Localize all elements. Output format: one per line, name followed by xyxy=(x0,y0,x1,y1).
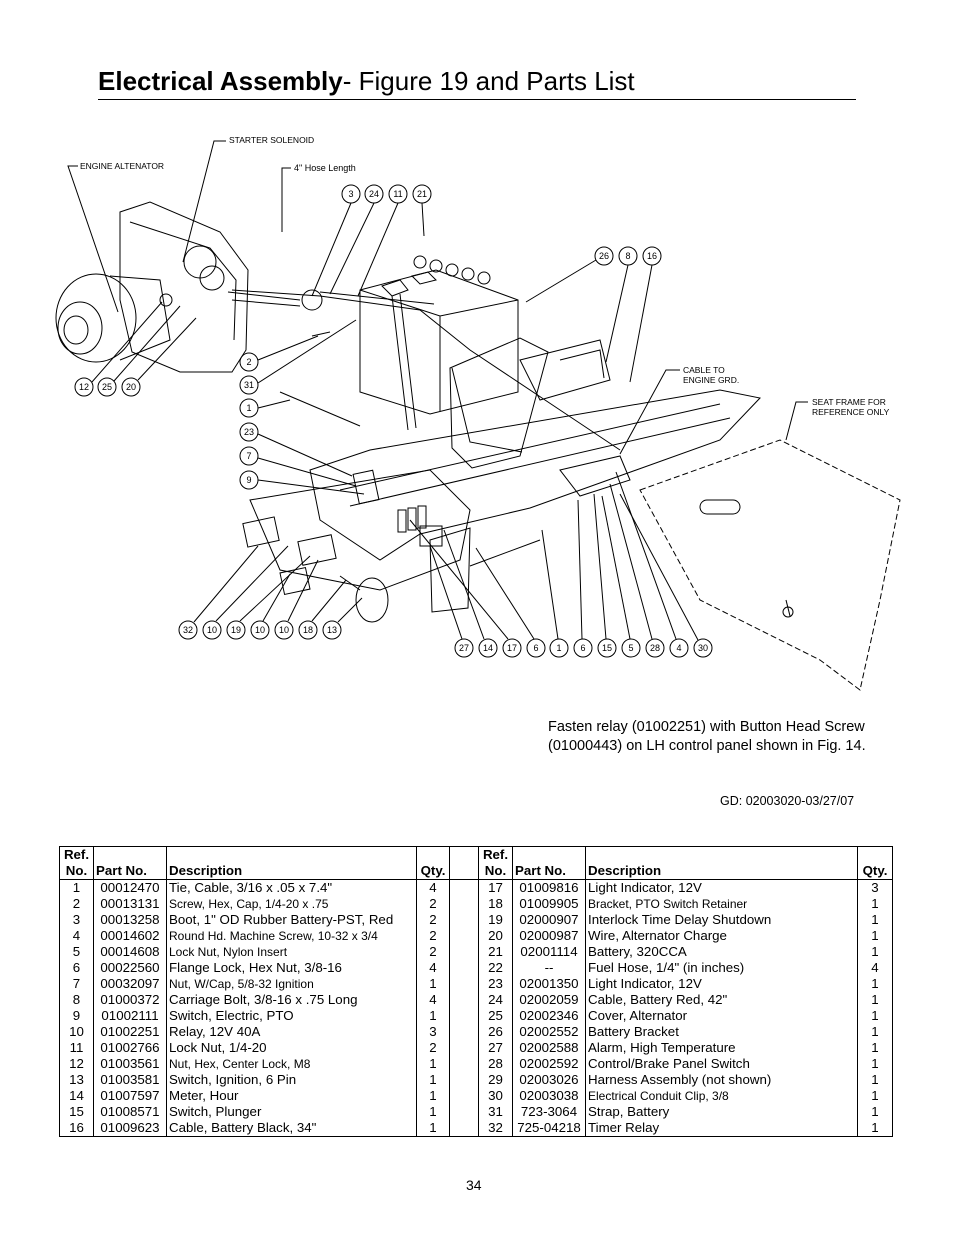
cell-qty: 4 xyxy=(417,960,450,976)
cell-qty: 1 xyxy=(417,1104,450,1120)
leader-starter-solenoid xyxy=(183,141,226,262)
bubble-8 xyxy=(606,247,637,362)
cell-ref: 27 xyxy=(479,1040,513,1056)
cell-ref: 16 xyxy=(60,1120,94,1137)
note-line-2: (01000443) on LH control panel shown in Fig. 14. xyxy=(548,738,866,754)
note-line-1: Fasten relay (01002251) with Button Head Screw xyxy=(548,719,865,735)
cell-ref: 20 xyxy=(479,928,513,944)
cell-ref: 29 xyxy=(479,1072,513,1088)
cell-part-no: 02000987 xyxy=(513,928,586,944)
svg-text:24: 24 xyxy=(368,189,380,199)
cell-description: Wire, Alternator Charge xyxy=(586,928,858,944)
cell-qty: 1 xyxy=(858,1088,893,1104)
leader-hose-length xyxy=(282,168,291,232)
cell-qty: 1 xyxy=(417,1088,450,1104)
cell-gap xyxy=(450,1088,479,1104)
cell-description: Lock Nut, Nylon Insert xyxy=(167,944,417,960)
cell-ref: 22 xyxy=(479,960,513,976)
cell-gap xyxy=(450,896,479,912)
svg-text:2: 2 xyxy=(246,357,252,367)
label-seat-frame-1: SEAT FRAME FOR xyxy=(812,397,886,407)
cell-qty: 1 xyxy=(858,1040,893,1056)
table-row xyxy=(60,896,893,912)
table-row xyxy=(60,1056,893,1072)
cell-gap xyxy=(450,1056,479,1072)
cell-ref: 23 xyxy=(479,976,513,992)
cell-ref: 10 xyxy=(60,1024,94,1040)
cell-qty: 1 xyxy=(858,944,893,960)
cell-ref: 28 xyxy=(479,1056,513,1072)
header-qty: Qty. xyxy=(417,847,450,880)
svg-text:23: 23 xyxy=(243,427,255,437)
cell-qty: 1 xyxy=(417,976,450,992)
cell-qty: 1 xyxy=(858,1104,893,1120)
cell-part-no: 00022560 xyxy=(94,960,167,976)
table-row xyxy=(60,912,893,928)
cell-description: Battery Bracket xyxy=(586,1024,858,1040)
cell-ref: 13 xyxy=(60,1072,94,1088)
page-number: 34 xyxy=(466,1177,482,1193)
svg-text:18: 18 xyxy=(302,625,314,635)
svg-text:3: 3 xyxy=(348,189,354,199)
cell-gap xyxy=(450,1024,479,1040)
svg-text:6: 6 xyxy=(533,643,539,653)
cell-qty: 1 xyxy=(417,1008,450,1024)
cell-part-no: 01002766 xyxy=(94,1040,167,1056)
svg-text:28: 28 xyxy=(649,643,661,653)
table-row xyxy=(60,880,893,897)
cell-description: Harness Assembly (not shown) xyxy=(586,1072,858,1088)
cell-part-no: 02002059 xyxy=(513,992,586,1008)
label-hose-length: 4" Hose Length xyxy=(294,163,356,173)
table-row xyxy=(60,928,893,944)
svg-text:10: 10 xyxy=(278,625,290,635)
bubble-1-bottom xyxy=(542,530,568,657)
svg-text:30: 30 xyxy=(697,643,709,653)
cell-gap xyxy=(450,992,479,1008)
cell-part-no: 02002346 xyxy=(513,1008,586,1024)
cell-description: Interlock Time Delay Shutdown xyxy=(586,912,858,928)
svg-text:7: 7 xyxy=(246,451,252,461)
cell-part-no: -- xyxy=(513,960,586,976)
cell-description: Light Indicator, 12V xyxy=(586,976,858,992)
bubble-31 xyxy=(240,320,356,394)
cell-part-no: 01008571 xyxy=(94,1104,167,1120)
bubble-13 xyxy=(323,598,362,639)
svg-text:10: 10 xyxy=(254,625,266,635)
svg-text:21: 21 xyxy=(416,189,428,199)
cell-part-no: 00014602 xyxy=(94,928,167,944)
cell-ref: 8 xyxy=(60,992,94,1008)
svg-text:13: 13 xyxy=(326,625,338,635)
cell-part-no: 00032097 xyxy=(94,976,167,992)
cell-part-no: 02003038 xyxy=(513,1088,586,1104)
cell-description: Switch, Electric, PTO xyxy=(167,1008,417,1024)
cell-qty: 1 xyxy=(858,912,893,928)
table-row xyxy=(60,1104,893,1120)
cell-qty: 1 xyxy=(417,1120,450,1137)
header-description: Description xyxy=(167,847,417,880)
bubble-3 xyxy=(312,185,360,296)
cell-description: Carriage Bolt, 3/8-16 x .75 Long xyxy=(167,992,417,1008)
svg-text:20: 20 xyxy=(125,382,137,392)
cell-description: Relay, 12V 40A xyxy=(167,1024,417,1040)
cell-ref: 14 xyxy=(60,1088,94,1104)
cell-description: Cable, Battery Red, 42" xyxy=(586,992,858,1008)
cell-description: Strap, Battery xyxy=(586,1104,858,1120)
cell-part-no: 02001350 xyxy=(513,976,586,992)
cell-qty: 1 xyxy=(858,896,893,912)
cell-description: Nut, Hex, Center Lock, M8 xyxy=(167,1056,417,1072)
cell-part-no: 01002251 xyxy=(94,1024,167,1040)
svg-text:16: 16 xyxy=(646,251,658,261)
svg-text:27: 27 xyxy=(458,643,470,653)
cell-part-no: 01000372 xyxy=(94,992,167,1008)
cell-part-no: 01007597 xyxy=(94,1088,167,1104)
table-row xyxy=(60,1024,893,1040)
svg-text:31: 31 xyxy=(243,380,255,390)
cell-gap xyxy=(450,1120,479,1137)
svg-text:1: 1 xyxy=(556,643,562,653)
electrical-assembly-diagram xyxy=(0,120,954,700)
cell-ref: 18 xyxy=(479,896,513,912)
label-starter-solenoid: STARTER SOLENOID xyxy=(229,135,315,145)
bubble-16 xyxy=(630,247,661,382)
label-cable-to-engine-2: ENGINE GRD. xyxy=(683,375,740,385)
cell-qty: 4 xyxy=(858,960,893,976)
cell-ref: 19 xyxy=(479,912,513,928)
svg-text:15: 15 xyxy=(601,643,613,653)
parts-table-body xyxy=(60,880,893,1137)
cell-description: Screw, Hex, Cap, 1/4-20 x .75 xyxy=(167,896,417,912)
cell-ref: 21 xyxy=(479,944,513,960)
table-row xyxy=(60,1040,893,1056)
header-ref-2: Ref. No. xyxy=(479,847,513,880)
cell-part-no: 01009905 xyxy=(513,896,586,912)
page-title-bold: Electrical Assembly xyxy=(98,66,343,96)
battery-bracket xyxy=(450,338,548,468)
cell-part-no: 01009816 xyxy=(513,880,586,897)
cell-part-no: 02000907 xyxy=(513,912,586,928)
cell-gap xyxy=(450,928,479,944)
cell-qty: 2 xyxy=(417,1040,450,1056)
svg-text:9: 9 xyxy=(246,475,252,485)
cell-description: Control/Brake Panel Switch xyxy=(586,1056,858,1072)
page-title-rest: - Figure 19 and Parts List xyxy=(342,66,635,96)
title-rule xyxy=(98,99,856,100)
bubble-32 xyxy=(179,546,258,639)
cell-ref: 25 xyxy=(479,1008,513,1024)
cell-ref: 4 xyxy=(60,928,94,944)
cell-description: Switch, Ignition, 6 Pin xyxy=(167,1072,417,1088)
cell-description: Electrical Conduit Clip, 3/8 xyxy=(586,1088,858,1104)
bubble-23 xyxy=(240,423,352,476)
cell-gap xyxy=(450,1008,479,1024)
cell-ref: 12 xyxy=(60,1056,94,1072)
cell-qty: 1 xyxy=(858,992,893,1008)
cell-description: Nut, W/Cap, 5/8-32 Ignition xyxy=(167,976,417,992)
header-part-no-2: Part No. xyxy=(513,847,586,880)
table-header-row xyxy=(60,847,893,880)
cell-qty: 1 xyxy=(858,928,893,944)
table-row xyxy=(60,944,893,960)
cell-description: Meter, Hour xyxy=(167,1088,417,1104)
cell-description: Battery, 320CCA xyxy=(586,944,858,960)
cell-qty: 1 xyxy=(858,976,893,992)
cell-qty: 2 xyxy=(417,944,450,960)
cell-part-no: 02002588 xyxy=(513,1040,586,1056)
cell-qty: 3 xyxy=(858,880,893,897)
svg-text:12: 12 xyxy=(78,382,90,392)
svg-text:1: 1 xyxy=(246,403,252,413)
svg-text:6: 6 xyxy=(580,643,586,653)
svg-text:25: 25 xyxy=(101,382,113,392)
cell-qty: 2 xyxy=(417,928,450,944)
cell-description: Timer Relay xyxy=(586,1120,858,1137)
cell-description: Flange Lock, Hex Nut, 3/8-16 xyxy=(167,960,417,976)
label-seat-frame-2: REFERENCE ONLY xyxy=(812,407,890,417)
bubble-15 xyxy=(594,494,616,657)
cell-ref: 26 xyxy=(479,1024,513,1040)
bubble-18 xyxy=(299,580,346,639)
cell-qty: 2 xyxy=(417,912,450,928)
svg-text:19: 19 xyxy=(230,625,242,635)
cell-qty: 1 xyxy=(417,1056,450,1072)
battery xyxy=(360,256,518,430)
bubble-21 xyxy=(413,185,431,236)
cell-qty: 2 xyxy=(417,896,450,912)
assembly-note xyxy=(548,718,866,756)
cell-qty: 4 xyxy=(417,992,450,1008)
bubble-10-a xyxy=(203,546,288,639)
header-ref: Ref. No. xyxy=(60,847,94,880)
cell-ref: 15 xyxy=(60,1104,94,1120)
bubble-6-a xyxy=(476,548,545,657)
cell-part-no: 02001114 xyxy=(513,944,586,960)
leader-seat-frame xyxy=(786,402,808,440)
leader-engine-altenator xyxy=(68,166,118,312)
cell-qty: 1 xyxy=(417,1072,450,1088)
cell-description: Fuel Hose, 1/4" (in inches) xyxy=(586,960,858,976)
cell-description: Switch, Plunger xyxy=(167,1104,417,1120)
header-part-no: Part No. xyxy=(94,847,167,880)
svg-text:11: 11 xyxy=(393,189,403,199)
cell-part-no: 02002592 xyxy=(513,1056,586,1072)
svg-text:4: 4 xyxy=(676,643,682,653)
cell-qty: 3 xyxy=(417,1024,450,1040)
cell-qty: 1 xyxy=(858,1024,893,1040)
cell-ref: 6 xyxy=(60,960,94,976)
cell-ref: 2 xyxy=(60,896,94,912)
cell-part-no: 723-3064 xyxy=(513,1104,586,1120)
cell-part-no: 00012470 xyxy=(94,880,167,897)
header-description-2: Description xyxy=(586,847,858,880)
cell-gap xyxy=(450,960,479,976)
bubble-27 xyxy=(430,546,473,657)
cell-gap xyxy=(450,880,479,897)
bubble-12 xyxy=(75,302,162,396)
cell-ref: 3 xyxy=(60,912,94,928)
table-row xyxy=(60,976,893,992)
cell-ref: 9 xyxy=(60,1008,94,1024)
cell-description: Light Indicator, 12V xyxy=(586,880,858,897)
cell-description: Round Hd. Machine Screw, 10-32 x 3/4 xyxy=(167,928,417,944)
cell-gap xyxy=(450,1104,479,1120)
cell-gap xyxy=(450,1040,479,1056)
cell-part-no: 01003561 xyxy=(94,1056,167,1072)
cell-description: Lock Nut, 1/4-20 xyxy=(167,1040,417,1056)
cell-qty: 1 xyxy=(858,1120,893,1137)
cell-qty: 1 xyxy=(858,1008,893,1024)
bubble-26 xyxy=(526,247,613,302)
cell-ref: 7 xyxy=(60,976,94,992)
bubble-30 xyxy=(620,494,712,657)
cell-gap xyxy=(450,912,479,928)
document-code: GD: 02003020-03/27/07 xyxy=(720,794,855,808)
cell-ref: 11 xyxy=(60,1040,94,1056)
table-row xyxy=(60,960,893,976)
cell-part-no: 02003026 xyxy=(513,1072,586,1088)
cell-ref: 5 xyxy=(60,944,94,960)
bubbles xyxy=(75,185,712,657)
cell-description: Boot, 1" OD Rubber Battery-PST, Red xyxy=(167,912,417,928)
table-row xyxy=(60,992,893,1008)
table-row xyxy=(60,1008,893,1024)
cell-description: Bracket, PTO Switch Retainer xyxy=(586,896,858,912)
cell-ref: 17 xyxy=(479,880,513,897)
cell-part-no: 01002111 xyxy=(94,1008,167,1024)
page-title xyxy=(98,66,635,97)
svg-text:14: 14 xyxy=(482,643,494,653)
svg-text:8: 8 xyxy=(625,251,631,261)
bubble-1-left xyxy=(240,399,290,417)
cell-part-no: 01003581 xyxy=(94,1072,167,1088)
cell-part-no: 00013258 xyxy=(94,912,167,928)
bubble-7 xyxy=(240,447,356,486)
cell-description: Cable, Battery Black, 34" xyxy=(167,1120,417,1137)
cell-description: Tie, Cable, 3/16 x .05 x 7.4" xyxy=(167,880,417,897)
svg-text:32: 32 xyxy=(182,625,194,635)
cell-qty: 4 xyxy=(417,880,450,897)
bubble-2 xyxy=(240,336,318,371)
label-engine-altenator: ENGINE ALTENATOR xyxy=(80,161,165,171)
cell-description: Alarm, High Temperature xyxy=(586,1040,858,1056)
cell-ref: 1 xyxy=(60,880,94,897)
svg-text:26: 26 xyxy=(598,251,610,261)
cell-description: Cover, Alternator xyxy=(586,1008,858,1024)
cell-ref: 24 xyxy=(479,992,513,1008)
cell-part-no: 725-04218 xyxy=(513,1120,586,1137)
cell-part-no: 02002552 xyxy=(513,1024,586,1040)
cell-gap xyxy=(450,1072,479,1088)
cell-ref: 30 xyxy=(479,1088,513,1104)
bubble-28 xyxy=(610,484,664,657)
cell-qty: 1 xyxy=(858,1072,893,1088)
cell-gap xyxy=(450,976,479,992)
cell-qty: 1 xyxy=(858,1056,893,1072)
table-row xyxy=(60,1072,893,1088)
svg-text:17: 17 xyxy=(506,643,518,653)
cell-ref: 32 xyxy=(479,1120,513,1137)
cell-part-no: 00014608 xyxy=(94,944,167,960)
bubble-6-b xyxy=(574,500,592,657)
svg-text:10: 10 xyxy=(206,625,218,635)
cell-ref: 31 xyxy=(479,1104,513,1120)
header-qty-2: Qty. xyxy=(858,847,893,880)
label-cable-to-engine-1: CABLE TO xyxy=(683,365,725,375)
cell-part-no: 01009623 xyxy=(94,1120,167,1137)
bubble-4 xyxy=(616,472,688,657)
parts-list-table xyxy=(59,846,893,1137)
table-row xyxy=(60,1088,893,1104)
svg-text:5: 5 xyxy=(628,643,634,653)
table-row xyxy=(60,1120,893,1137)
cell-gap xyxy=(450,944,479,960)
cell-part-no: 00013131 xyxy=(94,896,167,912)
